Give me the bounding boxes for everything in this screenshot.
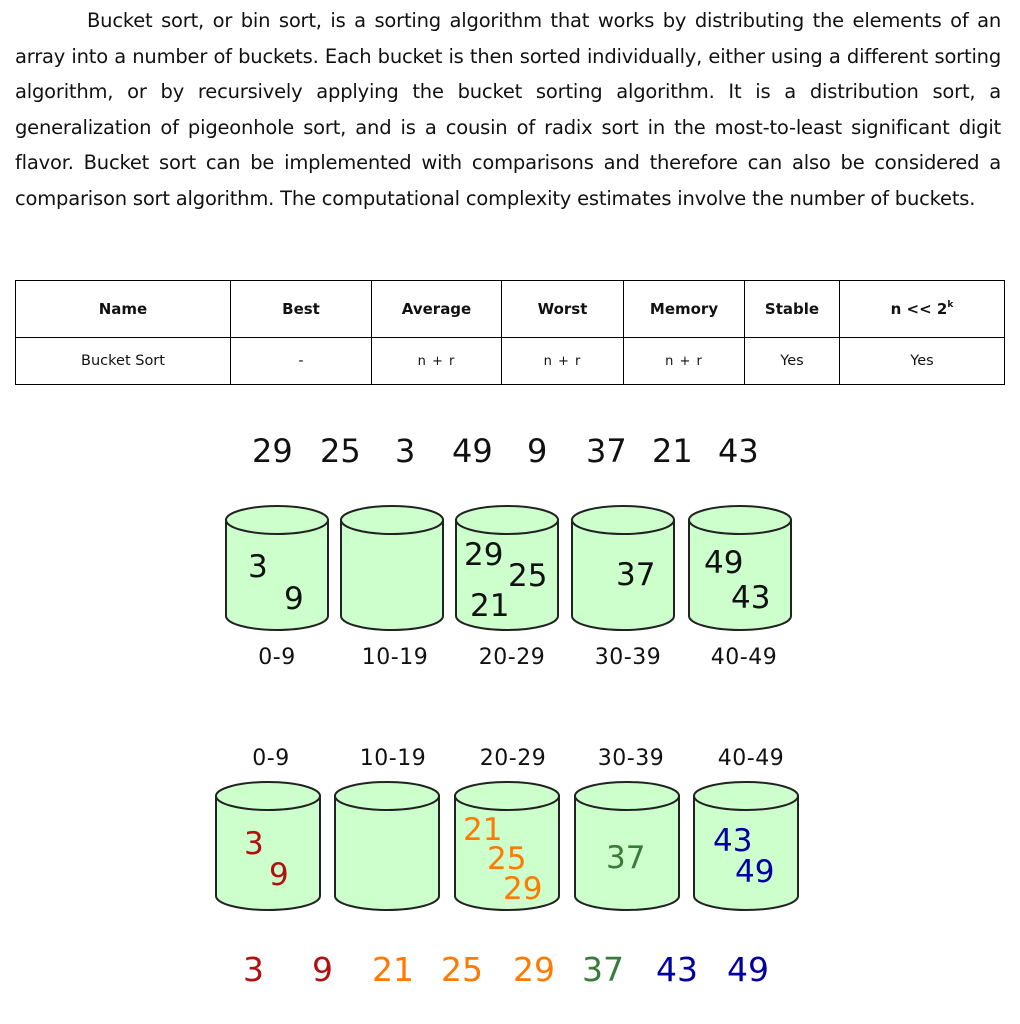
bucket-value: 25 [487, 841, 527, 877]
bucket-value: 37 [606, 840, 646, 876]
sorted-value: 9 [312, 950, 333, 989]
unsorted-value: 9 [527, 432, 548, 470]
range-label: 30-39 [597, 746, 665, 771]
bucket-value: 25 [508, 558, 548, 594]
sorted-value: 29 [513, 950, 555, 989]
bucket-value: 43 [731, 580, 771, 616]
bucket-value: 9 [284, 581, 304, 617]
unsorted-value: 3 [395, 432, 416, 470]
unsorted-value: 43 [718, 432, 759, 470]
bucket-value: 9 [269, 857, 289, 893]
sorted-value: 49 [727, 950, 769, 989]
range-label: 0-9 [252, 746, 290, 771]
cell-best: - [231, 338, 372, 385]
unsorted-value: 29 [252, 432, 293, 470]
cell-average: n + r [372, 338, 502, 385]
bucket-value: 29 [503, 871, 543, 907]
header-memory: Memory [624, 281, 745, 338]
range-label: 20-29 [479, 746, 547, 771]
sorted-value: 37 [582, 950, 624, 989]
sorted-value: 25 [441, 950, 483, 989]
bucket-value: 3 [244, 826, 264, 862]
sorted-value: 3 [243, 950, 264, 989]
intro-paragraph: Bucket sort, or bin sort, is a sorting algorithm that works by distributing the elements of an array into a number of buckets. Each bucket is then sorted individually, either using a different sorting algorithm, or by recursively applying the bucket sorting algorithm. It is a distribution sort, a generalization of pigeonhole sort, and is a cousin of radix sort in the most-to-least significant digit flavor. Bucket sort can be implemented with comparisons and therefore can also be considered a comparison sort algorithm. The computational complexity estimates involve the number of buckets. [15, 9, 1001, 210]
unsorted-value: 49 [452, 432, 493, 470]
bucket-value: 43 [713, 823, 753, 859]
bucket-value: 21 [463, 812, 503, 848]
cell-stable: Yes [745, 338, 840, 385]
header-best: Best [231, 281, 372, 338]
header-worst: Worst [502, 281, 624, 338]
unsorted-value: 25 [320, 432, 361, 470]
bucket-value: 29 [464, 537, 504, 573]
unsorted-value: 21 [652, 432, 693, 470]
range-label: 10-19 [361, 645, 429, 670]
cell-memory: n + r [624, 338, 745, 385]
range-label: 40-49 [717, 746, 785, 771]
sorted-value: 43 [656, 950, 698, 989]
sorted-array [0, 950, 1020, 994]
header-n-limit-text: n << 2 [890, 300, 948, 318]
range-label: 30-39 [594, 645, 662, 670]
bucket-value: 21 [470, 588, 510, 624]
range-label: 20-29 [478, 645, 546, 670]
sorted-value: 21 [372, 950, 414, 989]
range-label: 40-49 [710, 645, 778, 670]
cell-name: Bucket Sort [16, 338, 231, 385]
bucket-value: 3 [248, 549, 268, 585]
range-label: 10-19 [359, 746, 427, 771]
bucket-1-bottom [335, 782, 439, 910]
header-average: Average [372, 281, 502, 338]
cell-n-limit: Yes [840, 338, 1005, 385]
header-name: Name [16, 281, 231, 338]
header-stable: Stable [745, 281, 840, 338]
bucket-value: 37 [616, 557, 656, 593]
bucket-value: 49 [704, 545, 744, 581]
bucket-0-bottom [216, 782, 320, 910]
range-label: 0-9 [258, 645, 296, 670]
header-n-limit-sup: k [947, 300, 954, 310]
bucket-0-top [226, 506, 328, 630]
bucket-1-top [341, 506, 443, 630]
cell-worst: n + r [502, 338, 624, 385]
unsorted-value: 37 [586, 432, 627, 470]
bucket-value: 49 [735, 854, 775, 890]
